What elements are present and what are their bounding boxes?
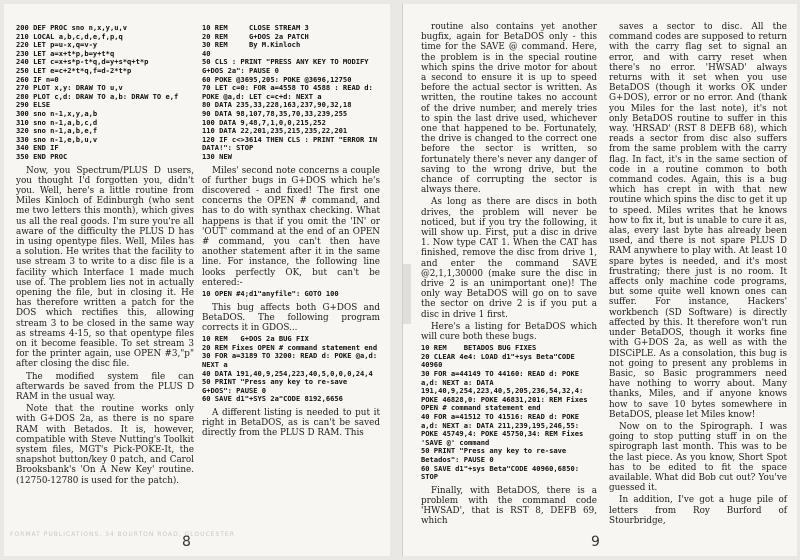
right-column-1 bbox=[421, 22, 597, 529]
left-col1-text bbox=[16, 166, 194, 486]
code-line: 60 SAVE d1"+SYS 2a"CODE 8192,6656 bbox=[202, 394, 343, 404]
code-line: 10 OPEN #4;d1"anyfile": GOTO 100 bbox=[202, 288, 339, 298]
right-col2-text bbox=[609, 22, 787, 526]
code-line: 120 IF c<>3614 THEN CLS : PRINT "ERROR IN DATA!": STOP bbox=[202, 134, 382, 153]
code-line: 20 REM G+DOS 2a PATCH bbox=[202, 31, 309, 41]
code-line: 290 ELSE bbox=[16, 100, 51, 110]
page-number: 9 bbox=[591, 534, 600, 550]
open-command-example bbox=[202, 290, 380, 299]
code-line: 330 sno n-1,e,b,u,v bbox=[16, 134, 98, 144]
code-line: 280 PLOT c,d: DRAW TO a,b: DRAW TO e,f bbox=[16, 91, 179, 101]
code-line: 320 sno n-1,a,b,e,f bbox=[16, 126, 98, 136]
code-line: 350 END PROC bbox=[16, 151, 68, 161]
code-line: 60 SAVE d1"+sys Beta"CODE 40960,6850: STOP bbox=[421, 463, 584, 482]
code-line: 340 END IF bbox=[16, 143, 59, 153]
code-line: 50 CLS : PRINT "PRESS ANY KEY TO MODIFY G+DOS 2a": PAUSE 0 bbox=[202, 57, 373, 75]
paragraph: Note that the routine works only with G+DOS 2a, as there is no spare RAM with Betados. It is, however, compatible with Steve Nutting's Toolkit system files, MGT's Pick-POKE-It, the snapshot button/key 0 patch, and Carol Brooksbank's 'On A New Key' routine. (12750-12780 is used for the patch). bbox=[16, 404, 194, 486]
left-column-1 bbox=[16, 22, 194, 488]
paragraph: saves a sector to disc. All the command codes are supposed to return with the carry flag set to signal an error, and with carry reset when there's no error. 'HWSAD' always returns with it set when you use BetaDOS (though it works OK under G+DOS), error or no error. And (thank you Miles for the last note), it's not only BetaDOS routine to suffer in this way. 'HRSAD' (RST 8 DEFB 68), which reads a sector from disc also suffers from the same problem with the carry flag. In fact, it's in the same section of code in a routine common to both command codes. Again, this is a bug which has crept in with that new routine which spins the disc to get it up to speed. Miles writes that he knows how to fix it, but is unable to cure it as, alas, every last byte has already been used, and there is not spare PLUS D RAM anywhere to play with. At least 10 spare bytes is needed, and it's most frustrating; there just is no room. It affects only machine code programs, but some quite well known ones can suffer. For instance, Hackers' workbench (SD Software) is directly affected by this. It therefore won't run under BetaDOS, though it works fine with G+DOS 2a, as well as with the DISCiPLE. As a consolation, this bug is not going to present any problems in Basic, so Basic programmers need have nothing to worry about. Many thanks, Miles, and if anyone knows how to save 10 bytes somewhere in BetaDOS, please let Miles know! bbox=[609, 22, 787, 420]
gdos-bug-fix-listing bbox=[202, 335, 380, 404]
code-line: 220 LET p=u-x,q=v-y bbox=[16, 40, 98, 50]
code-line: 90 DATA 98,107,78,35,70,33,239,255 bbox=[202, 108, 348, 118]
paragraph: Miles' second note concerns a couple of further bugs in G+DOS which he's discovered - and fixed! The first one concerns the OPEN # command, and has to do with synthax checking. What happens is that if you omit the 'IN' or 'OUT' command at the end of an OPEN # command, you can't then have another statement after it in the same line. For instance, the following line looks perfectly OK, but can't be entered:- bbox=[202, 165, 380, 288]
betados-bug-fixes-listing bbox=[421, 344, 597, 482]
paragraph: Here's a listing for BetaDOS which will cure both these bugs. bbox=[421, 321, 597, 343]
right-col1-text-end bbox=[421, 486, 597, 527]
paragraph: Now, you Spectrum/PLUS D users, you thought I'd forgotten you, didn't you. Well, here's a little routine from Miles Kinloch of Edinburgh (who sent me two letters this month), which gives us all the real goods. I'm sure you're all aware of the difficulty the PLUS D has in using opentype files. Well, Miles has a solution. He writes that the facility to use stream 3 to write to a disc file is a facility which Interface 1 made much use of. The problem lies not in actually opening the file, but in closing it. He has therefore written a patch for the DOS which rectifies this, allowing stream 3 to be closed in the same way as streams 4-15, so that opentype files on it become feasible. To set stream 3 for the printer again, use OPEN #3,"p" after closing the disc file. bbox=[16, 165, 194, 370]
binding-shadow bbox=[403, 264, 411, 324]
code-line: 100 DATA 9,48,7,1,0,0,215,252 bbox=[202, 117, 326, 127]
page-number: 8 bbox=[182, 534, 191, 550]
code-line: 40 bbox=[202, 48, 211, 58]
close-stream-3-listing bbox=[202, 24, 380, 162]
code-line: 30 FOR a=3189 TO 3200: READ d: POKE @a,d: NEXT a bbox=[202, 351, 382, 369]
right-column-2 bbox=[609, 22, 787, 528]
code-line: 20 REM Fixes OPEN # command statement end bbox=[202, 342, 378, 352]
paragraph: This bug affects both G+DOS and BetaDOS. The following program corrects it in GDOS... bbox=[202, 302, 380, 333]
paragraph: Finally, with BetaDOS, there is a problem with the command code 'HWSAD', that is RST 8, DEFB 69, which bbox=[421, 485, 597, 527]
paragraph: As long as there are discs in both drives, the problem will never be noticed, but if you try the following, it will show up. First, put a disc in drive 1. Now type CAT 1. When the CAT has finished, remove the disc from drive 1, and enter the command SAVE @2,1,1,30000 (make sure the disc in drive 2 is an unimportant one)! The only way BetaDOS will go on to save the sector on drive 2 is if you put a disc in drive 1 first. bbox=[421, 197, 597, 320]
paragraph: A different listing is needed to put it right in BetaDOS, as is can't be saved directly from the PLUS D RAM. This bbox=[202, 407, 380, 439]
code-line: 300 sno n-1,x,y,a,b bbox=[16, 108, 98, 118]
code-line: 40 DATA 191,40,9,254,223,40,5,0,0,0,24,4 bbox=[202, 368, 373, 378]
right-page bbox=[402, 4, 797, 556]
sno-procedure-listing bbox=[16, 24, 194, 162]
left-page bbox=[4, 4, 390, 556]
code-line: 230 LET a=x+t*p,b=y+t*q bbox=[16, 48, 115, 58]
code-line: 70 LET c=0: FOR a=4558 TO 4588 : READ d: POKE @a,d: LET c=c+d: NEXT a bbox=[202, 83, 378, 101]
right-col1-text bbox=[421, 22, 597, 342]
code-line: 200 DEF PROC sno n,x,y,u,v bbox=[16, 23, 128, 32]
code-line: 40 FOR a=41512 TO 41516: READ d: POKE a,d: NEXT a: DATA 211,239,195,246,55: POKE 45749,4: POKE 45750,34: REM Fixes 'SAVE @' command bbox=[421, 412, 588, 447]
code-line: 80 DATA 235,33,228,163,237,90,32,18 bbox=[202, 100, 352, 110]
code-line: 10 REM CLOSE STREAM 3 bbox=[202, 23, 309, 32]
code-line: 250 LET e=c+2*t*q,f=d-2*t*p bbox=[16, 65, 132, 75]
paragraph: In addition, I've got a huge pile of letters from Roy Burford of Stourbridge, bbox=[609, 495, 787, 526]
code-line: 20 CLEAR 4e4: LOAD d1"+sys Beta"CODE 40960 bbox=[421, 351, 580, 370]
code-line: 10 REM BETADOS BUG FIXES bbox=[421, 343, 537, 353]
paragraph: routine also contains yet another bugfix, again for BetaDOS only - this time for the SAVE @ command. Here, the problem is in the special routine which spins the drive motor for about a second to ensure it is up to speed before the actual sector is written. As written, the routine takes no account of the drive number, and merely tries to spin the last drive used, whichever one that happened to be. Fortunately, the drive is changed to the correct one before the sector is written, so fortunately there's never any danger of saving to the wrong drive, but the chance of corrupting the sector is always there. bbox=[421, 22, 597, 196]
code-line: 60 POKE @3695,205: POKE @3696,12750 bbox=[202, 74, 352, 84]
code-line: 310 sno n-1,a,b,c,d bbox=[16, 117, 98, 127]
code-line: 50 PRINT "Press any key to re-save Betados": PAUSE 0 bbox=[421, 446, 571, 465]
paragraph: Now on to the Spirograph. I was going to stop putting stuff in on the spirograph last month. This was to be the last piece. As you know, Short Spot has to be edited to fit the space available. What did Bob cut out? You've guessed it. bbox=[609, 421, 787, 494]
code-line: 50 PRINT "Press any key to re-save G+DOS": PAUSE 0 bbox=[202, 377, 352, 395]
code-line: 110 DATA 22,201,235,215,235,22,201 bbox=[202, 126, 348, 136]
code-line: 10 REM G+DOS 2a BUG FIX bbox=[202, 334, 309, 344]
code-line: 210 LOCAL a,b,c,d,e,f,p,q bbox=[16, 31, 123, 41]
faded-footer-text: FORMAT PUBLICATIONS, 34 BOURTON ROAD, GLOUCESTER bbox=[10, 531, 235, 538]
code-line: 30 REM By M.Kinloch bbox=[202, 40, 301, 50]
code-line: 130 NEW bbox=[202, 151, 232, 161]
code-line: 260 IF n=0 bbox=[16, 74, 59, 84]
code-line: 270 PLOT x,y: DRAW TO u,v bbox=[16, 83, 123, 93]
code-line: 240 LET c=x+s*p-t*q,d=y+s*q+t*p bbox=[16, 57, 149, 67]
paragraph: The modified system file can afterwards be saved from the PLUS D RAM in the usual way. bbox=[16, 371, 194, 402]
left-column-2 bbox=[202, 22, 380, 441]
code-line: 30 FOR a=44149 TO 44160: READ d: POKE a,d: NEXT a: DATA 191,40,9,254,223,40,5,205,236,54,32,4: POKE 46828,0: POKE 46831,201: REM Fixes OPEN # command statement end bbox=[421, 369, 592, 413]
